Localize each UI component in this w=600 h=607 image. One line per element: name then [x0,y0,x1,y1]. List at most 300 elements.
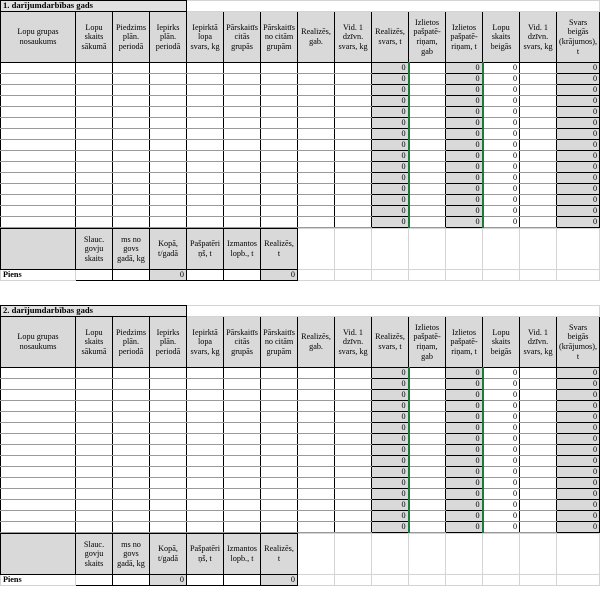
input-cell[interactable] [335,478,372,489]
input-cell[interactable] [409,162,446,173]
input-cell[interactable] [150,107,187,118]
input-cell[interactable] [298,401,335,412]
input-cell[interactable] [224,423,261,434]
input-cell[interactable] [1,173,76,184]
input-cell[interactable] [261,456,298,467]
input-cell[interactable] [1,412,76,423]
input-cell[interactable] [261,434,298,445]
input-cell[interactable] [520,489,557,500]
input-cell[interactable] [298,412,335,423]
input-cell[interactable] [150,129,187,140]
input-cell[interactable] [150,96,187,107]
input-cell[interactable] [224,489,261,500]
input-cell[interactable] [224,379,261,390]
input-cell[interactable] [113,368,150,379]
input-cell[interactable] [150,456,187,467]
input-cell[interactable] [224,368,261,379]
input-cell[interactable] [520,96,557,107]
input-cell[interactable] [520,423,557,434]
input-cell[interactable] [76,522,113,533]
input-cell[interactable] [298,522,335,533]
input-cell[interactable] [409,467,446,478]
input-cell[interactable] [224,96,261,107]
input-cell[interactable] [113,445,150,456]
input-cell[interactable] [224,217,261,228]
input-cell[interactable] [261,379,298,390]
input-cell[interactable] [113,390,150,401]
input-cell[interactable] [520,412,557,423]
input-cell[interactable] [335,390,372,401]
input-cell[interactable] [224,478,261,489]
input-cell[interactable] [261,445,298,456]
input-cell[interactable] [298,445,335,456]
input-cell[interactable] [150,195,187,206]
input-cell[interactable] [520,390,557,401]
input-cell[interactable] [409,140,446,151]
input-cell[interactable] [409,129,446,140]
input-cell[interactable] [76,445,113,456]
input-cell[interactable] [1,129,76,140]
input-cell[interactable] [520,184,557,195]
input-cell[interactable] [261,140,298,151]
input-cell[interactable] [224,412,261,423]
input-cell[interactable] [261,74,298,85]
input-cell[interactable] [150,368,187,379]
input-cell[interactable] [1,489,76,500]
input-cell[interactable] [224,140,261,151]
input-cell[interactable] [76,85,113,96]
input-cell[interactable] [520,522,557,533]
input-cell[interactable] [150,118,187,129]
input-cell[interactable] [150,74,187,85]
input-cell[interactable] [298,390,335,401]
input-cell[interactable] [261,217,298,228]
input-cell[interactable] [224,162,261,173]
input-cell[interactable] [187,74,224,85]
milk-cell[interactable] [113,270,150,281]
input-cell[interactable] [298,217,335,228]
input-cell[interactable] [1,368,76,379]
input-cell[interactable] [76,390,113,401]
input-cell[interactable] [298,107,335,118]
input-cell[interactable] [520,162,557,173]
input-cell[interactable] [335,173,372,184]
input-cell[interactable] [335,74,372,85]
input-cell[interactable] [409,107,446,118]
input-cell[interactable] [335,85,372,96]
input-cell[interactable] [409,445,446,456]
input-cell[interactable] [409,85,446,96]
input-cell[interactable] [409,511,446,522]
input-cell[interactable] [187,206,224,217]
input-cell[interactable] [409,390,446,401]
input-cell[interactable] [224,118,261,129]
input-cell[interactable] [261,206,298,217]
input-cell[interactable] [113,107,150,118]
input-cell[interactable] [520,500,557,511]
input-cell[interactable] [224,184,261,195]
input-cell[interactable] [335,456,372,467]
input-cell[interactable] [261,500,298,511]
input-cell[interactable] [187,162,224,173]
input-cell[interactable] [409,522,446,533]
input-cell[interactable] [1,140,76,151]
input-cell[interactable] [261,423,298,434]
input-cell[interactable] [261,151,298,162]
input-cell[interactable] [298,140,335,151]
input-cell[interactable] [76,63,113,74]
input-cell[interactable] [187,173,224,184]
input-cell[interactable] [224,401,261,412]
input-cell[interactable] [335,206,372,217]
input-cell[interactable] [150,401,187,412]
input-cell[interactable] [150,390,187,401]
input-cell[interactable] [298,74,335,85]
input-cell[interactable] [224,390,261,401]
input-cell[interactable] [298,151,335,162]
input-cell[interactable] [1,206,76,217]
milk-cell[interactable] [224,575,261,586]
input-cell[interactable] [409,434,446,445]
input-cell[interactable] [298,63,335,74]
input-cell[interactable] [335,434,372,445]
milk-cell[interactable] [76,270,113,281]
input-cell[interactable] [335,195,372,206]
input-cell[interactable] [520,456,557,467]
input-cell[interactable] [335,107,372,118]
input-cell[interactable] [335,467,372,478]
input-cell[interactable] [150,445,187,456]
input-cell[interactable] [113,489,150,500]
input-cell[interactable] [113,129,150,140]
input-cell[interactable] [113,74,150,85]
input-cell[interactable] [520,401,557,412]
input-cell[interactable] [1,445,76,456]
input-cell[interactable] [113,217,150,228]
input-cell[interactable] [76,129,113,140]
input-cell[interactable] [335,96,372,107]
milk-cell[interactable] [113,575,150,586]
input-cell[interactable] [150,423,187,434]
input-cell[interactable] [298,478,335,489]
input-cell[interactable] [150,140,187,151]
input-cell[interactable] [335,118,372,129]
input-cell[interactable] [113,206,150,217]
input-cell[interactable] [187,195,224,206]
input-cell[interactable] [113,151,150,162]
input-cell[interactable] [187,467,224,478]
input-cell[interactable] [261,96,298,107]
input-cell[interactable] [335,162,372,173]
input-cell[interactable] [409,195,446,206]
input-cell[interactable] [150,63,187,74]
input-cell[interactable] [76,456,113,467]
input-cell[interactable] [187,412,224,423]
input-cell[interactable] [335,522,372,533]
input-cell[interactable] [1,379,76,390]
input-cell[interactable] [261,467,298,478]
input-cell[interactable] [409,412,446,423]
input-cell[interactable] [261,195,298,206]
input-cell[interactable] [520,140,557,151]
input-cell[interactable] [409,368,446,379]
input-cell[interactable] [520,206,557,217]
input-cell[interactable] [76,140,113,151]
input-cell[interactable] [298,206,335,217]
input-cell[interactable] [224,445,261,456]
input-cell[interactable] [113,500,150,511]
input-cell[interactable] [113,401,150,412]
input-cell[interactable] [261,412,298,423]
input-cell[interactable] [335,151,372,162]
input-cell[interactable] [224,173,261,184]
input-cell[interactable] [520,195,557,206]
input-cell[interactable] [409,206,446,217]
input-cell[interactable] [224,522,261,533]
input-cell[interactable] [113,522,150,533]
input-cell[interactable] [1,151,76,162]
input-cell[interactable] [520,511,557,522]
input-cell[interactable] [76,217,113,228]
input-cell[interactable] [187,184,224,195]
input-cell[interactable] [409,96,446,107]
input-cell[interactable] [520,74,557,85]
input-cell[interactable] [298,173,335,184]
milk-cell[interactable] [187,575,224,586]
input-cell[interactable] [1,85,76,96]
input-cell[interactable] [335,129,372,140]
input-cell[interactable] [187,368,224,379]
input-cell[interactable] [520,85,557,96]
input-cell[interactable] [335,217,372,228]
input-cell[interactable] [298,489,335,500]
input-cell[interactable] [187,96,224,107]
input-cell[interactable] [298,184,335,195]
input-cell[interactable] [76,206,113,217]
input-cell[interactable] [1,478,76,489]
input-cell[interactable] [76,107,113,118]
input-cell[interactable] [261,401,298,412]
input-cell[interactable] [261,489,298,500]
input-cell[interactable] [187,489,224,500]
input-cell[interactable] [187,500,224,511]
input-cell[interactable] [224,107,261,118]
input-cell[interactable] [76,118,113,129]
input-cell[interactable] [520,467,557,478]
input-cell[interactable] [76,368,113,379]
input-cell[interactable] [187,379,224,390]
input-cell[interactable] [224,63,261,74]
input-cell[interactable] [335,368,372,379]
input-cell[interactable] [335,423,372,434]
input-cell[interactable] [520,434,557,445]
input-cell[interactable] [224,195,261,206]
input-cell[interactable] [335,63,372,74]
input-cell[interactable] [113,478,150,489]
input-cell[interactable] [76,401,113,412]
input-cell[interactable] [298,423,335,434]
input-cell[interactable] [113,434,150,445]
input-cell[interactable] [187,522,224,533]
input-cell[interactable] [409,478,446,489]
input-cell[interactable] [520,478,557,489]
input-cell[interactable] [76,489,113,500]
input-cell[interactable] [298,118,335,129]
input-cell[interactable] [150,478,187,489]
input-cell[interactable] [409,217,446,228]
input-cell[interactable] [520,445,557,456]
input-cell[interactable] [187,63,224,74]
input-cell[interactable] [1,456,76,467]
milk-cell[interactable] [187,270,224,281]
input-cell[interactable] [409,500,446,511]
input-cell[interactable] [187,129,224,140]
input-cell[interactable] [113,85,150,96]
input-cell[interactable] [409,184,446,195]
input-cell[interactable] [261,107,298,118]
input-cell[interactable] [113,456,150,467]
input-cell[interactable] [520,107,557,118]
input-cell[interactable] [150,184,187,195]
input-cell[interactable] [224,456,261,467]
input-cell[interactable] [113,423,150,434]
input-cell[interactable] [1,63,76,74]
input-cell[interactable] [298,456,335,467]
input-cell[interactable] [261,184,298,195]
input-cell[interactable] [261,522,298,533]
input-cell[interactable] [261,511,298,522]
input-cell[interactable] [1,74,76,85]
input-cell[interactable] [113,184,150,195]
input-cell[interactable] [150,489,187,500]
input-cell[interactable] [113,96,150,107]
input-cell[interactable] [187,118,224,129]
input-cell[interactable] [150,206,187,217]
input-cell[interactable] [1,195,76,206]
input-cell[interactable] [335,489,372,500]
input-cell[interactable] [224,467,261,478]
input-cell[interactable] [113,162,150,173]
input-cell[interactable] [520,129,557,140]
input-cell[interactable] [113,195,150,206]
input-cell[interactable] [150,522,187,533]
input-cell[interactable] [150,412,187,423]
input-cell[interactable] [520,217,557,228]
input-cell[interactable] [335,412,372,423]
input-cell[interactable] [76,412,113,423]
input-cell[interactable] [150,151,187,162]
input-cell[interactable] [409,423,446,434]
input-cell[interactable] [335,140,372,151]
input-cell[interactable] [113,173,150,184]
input-cell[interactable] [76,162,113,173]
input-cell[interactable] [261,368,298,379]
input-cell[interactable] [409,74,446,85]
input-cell[interactable] [520,118,557,129]
input-cell[interactable] [113,511,150,522]
input-cell[interactable] [1,467,76,478]
input-cell[interactable] [335,401,372,412]
input-cell[interactable] [520,173,557,184]
input-cell[interactable] [150,500,187,511]
input-cell[interactable] [298,195,335,206]
input-cell[interactable] [261,85,298,96]
input-cell[interactable] [224,206,261,217]
input-cell[interactable] [261,478,298,489]
input-cell[interactable] [113,379,150,390]
input-cell[interactable] [76,151,113,162]
input-cell[interactable] [76,511,113,522]
input-cell[interactable] [409,379,446,390]
input-cell[interactable] [261,129,298,140]
input-cell[interactable] [520,379,557,390]
input-cell[interactable] [187,478,224,489]
input-cell[interactable] [76,96,113,107]
input-cell[interactable] [409,151,446,162]
input-cell[interactable] [113,118,150,129]
input-cell[interactable] [1,107,76,118]
input-cell[interactable] [298,368,335,379]
input-cell[interactable] [224,151,261,162]
input-cell[interactable] [1,390,76,401]
milk-cell[interactable] [76,575,113,586]
input-cell[interactable] [224,434,261,445]
input-cell[interactable] [1,500,76,511]
input-cell[interactable] [335,511,372,522]
input-cell[interactable] [520,151,557,162]
input-cell[interactable] [187,423,224,434]
input-cell[interactable] [298,379,335,390]
input-cell[interactable] [113,140,150,151]
input-cell[interactable] [187,401,224,412]
input-cell[interactable] [187,85,224,96]
input-cell[interactable] [335,500,372,511]
input-cell[interactable] [150,511,187,522]
input-cell[interactable] [187,456,224,467]
input-cell[interactable] [261,390,298,401]
input-cell[interactable] [1,434,76,445]
input-cell[interactable] [1,401,76,412]
input-cell[interactable] [520,368,557,379]
input-cell[interactable] [409,118,446,129]
input-cell[interactable] [76,379,113,390]
input-cell[interactable] [76,184,113,195]
input-cell[interactable] [224,500,261,511]
input-cell[interactable] [409,63,446,74]
input-cell[interactable] [1,522,76,533]
input-cell[interactable] [76,423,113,434]
input-cell[interactable] [298,85,335,96]
input-cell[interactable] [409,173,446,184]
input-cell[interactable] [335,379,372,390]
input-cell[interactable] [224,129,261,140]
input-cell[interactable] [187,107,224,118]
input-cell[interactable] [1,118,76,129]
input-cell[interactable] [520,63,557,74]
input-cell[interactable] [76,74,113,85]
input-cell[interactable] [261,162,298,173]
input-cell[interactable] [298,129,335,140]
input-cell[interactable] [1,217,76,228]
input-cell[interactable] [113,467,150,478]
input-cell[interactable] [1,423,76,434]
input-cell[interactable] [76,434,113,445]
input-cell[interactable] [76,467,113,478]
input-cell[interactable] [1,96,76,107]
input-cell[interactable] [187,434,224,445]
input-cell[interactable] [150,217,187,228]
input-cell[interactable] [298,467,335,478]
